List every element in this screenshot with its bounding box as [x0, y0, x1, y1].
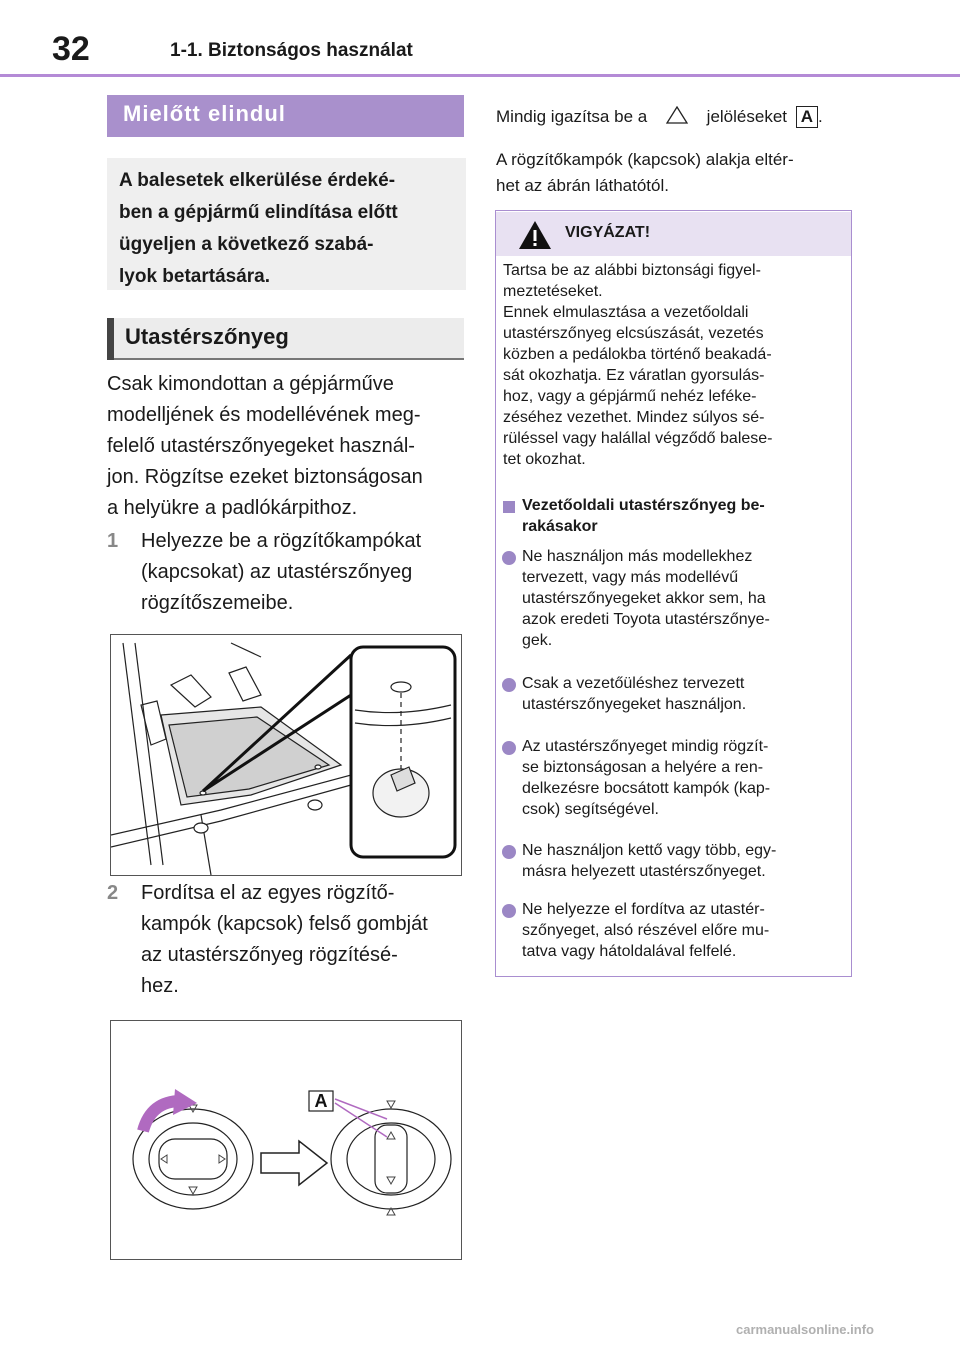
step-text: Helyezze be a rögzítőkampókat: [141, 530, 422, 552]
summary-line: lyok betartására.: [119, 266, 271, 287]
circle-bullet-icon: [502, 741, 516, 755]
bullet-text-line: utastérszőnyegeket használjon.: [522, 696, 747, 713]
step-text: Fordítsa el az egyes rögzítő-: [141, 882, 395, 904]
step-text: kampók (kapcsok) felső gombját: [141, 913, 428, 935]
hook-rotation-illustration: [110, 1020, 462, 1260]
bullet-text-line: csok) segítségével.: [522, 801, 659, 818]
step-text: hez.: [141, 975, 179, 997]
warning-text-line: meztetéseket.: [503, 283, 603, 300]
shape-note-line: A rögzítőkampók (kapcsok) alakja eltér-: [496, 150, 794, 169]
section-banner: Mielőtt elindul: [107, 95, 464, 137]
warning-text-line: tet okozhat.: [503, 451, 586, 468]
bullet-text-line: Ne használjon kettő vagy több, egy-: [522, 842, 777, 859]
circle-bullet-icon: [502, 551, 516, 565]
warning-triangle-icon: [518, 220, 552, 250]
step-text: az utastérszőnyeg rögzítésé-: [141, 944, 398, 966]
shape-note-line: het az ábrán láthatótól.: [496, 176, 669, 195]
intro-line: modelljének és modellévének meg-: [107, 404, 421, 426]
warning-text-line: sát okozhatja. Ez váratlan gyorsulás-: [503, 367, 765, 384]
warning-subheading: rakásakor: [522, 518, 598, 535]
bullet-text-line: tervezett, vagy más modellévű: [522, 569, 739, 586]
warning-title: VIGYÁZAT!: [565, 224, 651, 241]
align-instruction: [496, 106, 823, 128]
step-number: 2: [107, 882, 119, 904]
bullet-text-line: Csak a vezetőüléshez tervezett: [522, 675, 745, 692]
step-text: rögzítőszemeibe.: [141, 592, 294, 614]
align-period: .: [818, 107, 823, 126]
summary-line: ügyeljen a következő szabá-: [119, 234, 374, 255]
bullet-text-line: se biztonságosan a helyére a ren-: [522, 759, 764, 776]
summary-line: ben a gépjármű elindítása előtt: [119, 202, 398, 223]
triangle-mark-icon: [666, 106, 688, 124]
summary-box: [107, 158, 466, 290]
page-number: 32: [52, 30, 90, 68]
intro-line: jon. Rögzítse ezeket biztonságosan: [107, 466, 423, 488]
intro-line: felelő utastérszőnyegeket használ-: [107, 435, 415, 457]
bullet-text-line: szőnyeget, alsó részével előre mu-: [522, 922, 770, 939]
label-a-marker: A: [314, 1091, 328, 1111]
floor-mat-drawing: [111, 635, 461, 875]
label-a-badge: A: [796, 106, 818, 128]
intro-line: a helyükre a padlókárpithoz.: [107, 497, 358, 519]
bullet-text-line: másra helyezett utastérszőnyeget.: [522, 863, 766, 880]
warning-text-line: utastérszőnyeg elcsúszását, vezetés: [503, 325, 764, 342]
warning-text-line: közben a pedálokba történő beakadá-: [503, 346, 772, 363]
bullet-text-line: azok eredeti Toyota utastérszőnye-: [522, 611, 770, 628]
warning-text-line: hoz, vagy a gépjármű nehéz leféke-: [503, 388, 757, 405]
align-text-before: Mindig igazítsa be a: [496, 107, 648, 126]
step-number: 1: [107, 530, 119, 552]
summary-line: A balesetek elkerülése érdeké-: [119, 170, 396, 191]
watermark-link[interactable]: carmanualsonline.info: [736, 1322, 874, 1337]
floor-mat-illustration: [110, 634, 462, 876]
circle-bullet-icon: [502, 678, 516, 692]
bullet-text-line: gek.: [522, 632, 553, 649]
bullet-text-line: tatva vagy hátoldalával felfelé.: [522, 943, 737, 960]
warning-text-line: Tartsa be az alábbi biztonsági figyel-: [503, 262, 761, 279]
hook-rotation-drawing: [111, 1021, 461, 1259]
warning-text-line: zéséhez vezethet. Mindez súlyos sé-: [503, 409, 765, 426]
warning-text-line: Ennek elmulasztása a vezetőoldali: [503, 304, 749, 321]
square-bullet-icon: [503, 501, 515, 513]
circle-bullet-icon: [502, 904, 516, 918]
bullet-text-line: delkezésre bocsátott kampók (kap-: [522, 780, 771, 797]
bullet-text-line: Ne helyezze el fordítva az utastér-: [522, 901, 765, 918]
align-text-after: jelöléseket: [706, 107, 787, 126]
bullet-text-line: Az utastérszőnyeget mindig rögzít-: [522, 738, 769, 755]
intro-line: Csak kimondottan a gépjárműve: [107, 373, 394, 395]
circle-bullet-icon: [502, 845, 516, 859]
warning-subheading: Vezetőoldali utastérszőnyeg be-: [522, 497, 765, 514]
header-divider: [0, 74, 960, 77]
bullet-text-line: utastérszőnyegeket akkor sem, ha: [522, 590, 766, 607]
warning-text-line: rüléssel vagy halállal végződő balese-: [503, 430, 773, 447]
chapter-title: 1-1. Biztonságos használat: [170, 40, 413, 61]
section-heading: Utastérszőnyeg: [107, 318, 464, 360]
bullet-text-line: Ne használjon más modellekhez: [522, 548, 753, 565]
step-text: (kapcsokat) az utastérszőnyeg: [141, 561, 413, 583]
